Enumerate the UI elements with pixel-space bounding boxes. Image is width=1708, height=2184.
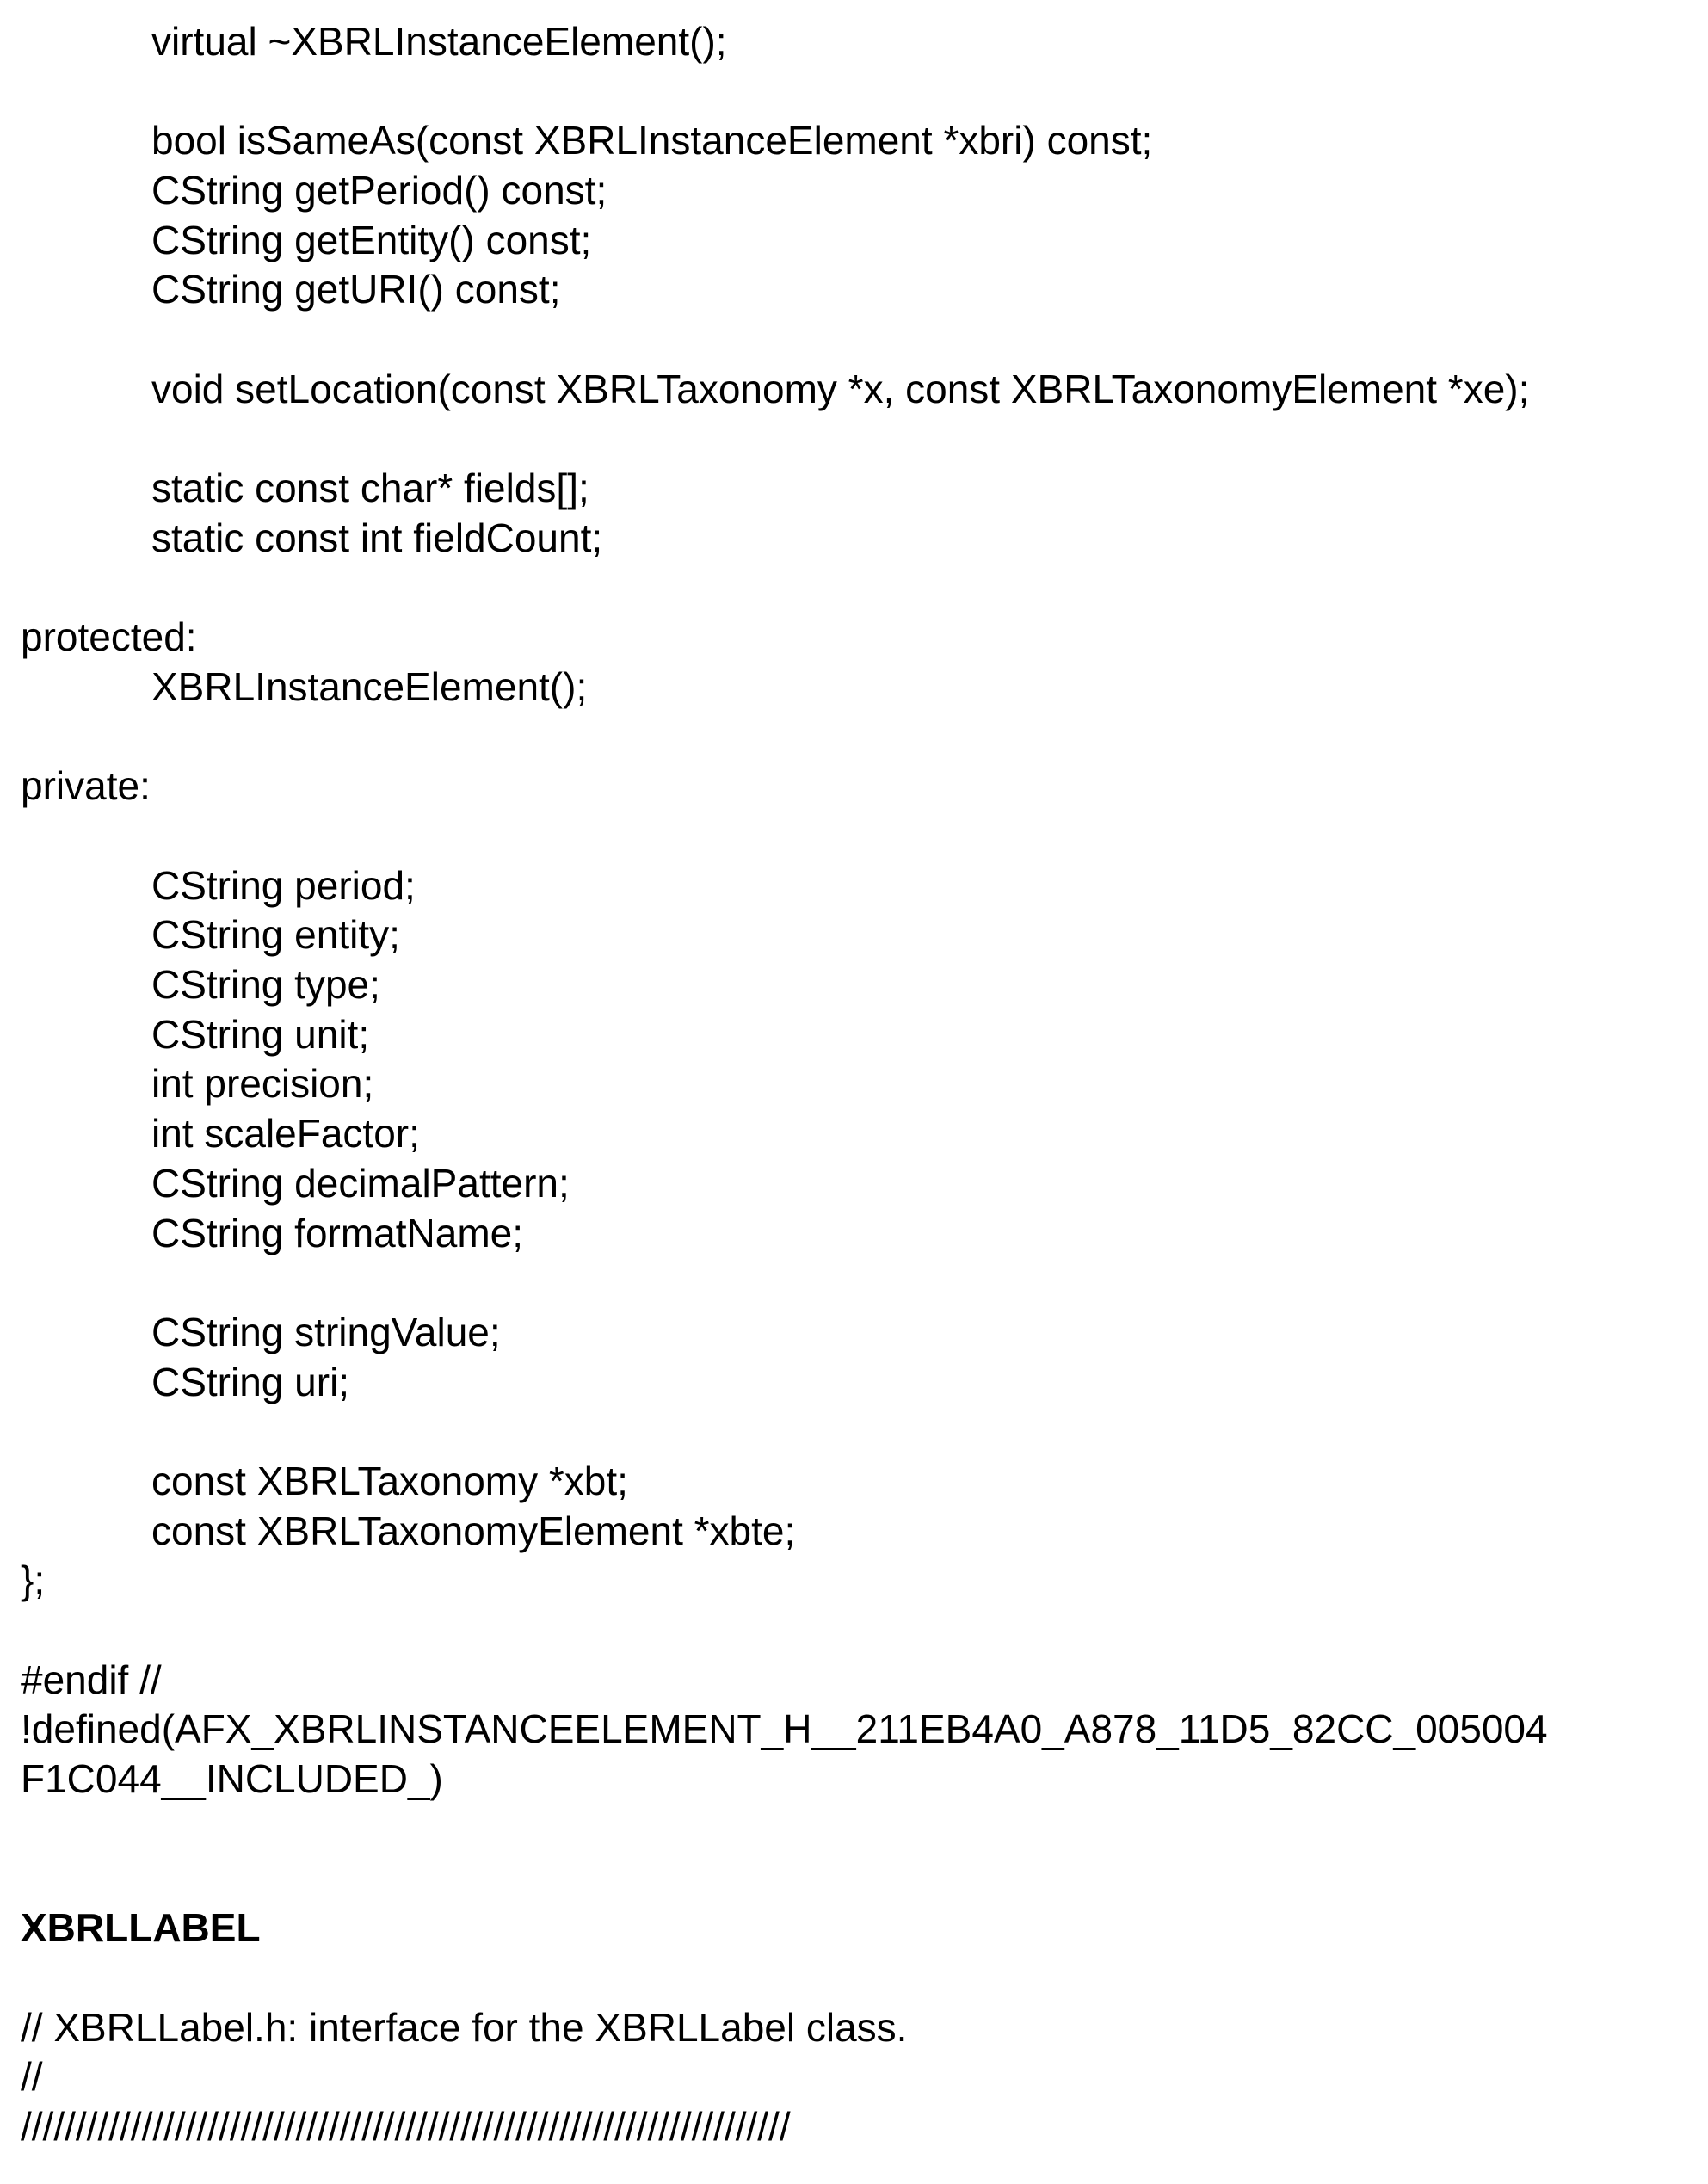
code-line: !defined(AFX_XBRLINSTANCEELEMENT_H__211EB4A0_A878_11D5_82CC_005004 xyxy=(0,1705,1708,1755)
code-line: const XBRLTaxonomy *xbt; xyxy=(0,1457,1708,1507)
blank-line xyxy=(0,1258,1708,1308)
code-line: F1C044__INCLUDED_) xyxy=(0,1755,1708,1805)
code-line: protected: xyxy=(0,613,1708,663)
blank-line xyxy=(0,1606,1708,1656)
code-line: CString getPeriod() const; xyxy=(0,166,1708,216)
code-document xyxy=(0,17,1708,2152)
blank-line xyxy=(0,67,1708,117)
code-line: virtual ~XBRLInstanceElement(); xyxy=(0,17,1708,67)
code-line: // XBRLLabel.h: interface for the XBRLLabel class. xyxy=(0,2003,1708,2053)
blank-line xyxy=(0,415,1708,465)
code-line: static const char* fields[]; xyxy=(0,464,1708,514)
code-line: int precision; xyxy=(0,1059,1708,1109)
code-line: int scaleFactor; xyxy=(0,1109,1708,1159)
blank-line xyxy=(0,1407,1708,1457)
blank-line xyxy=(0,1854,1708,1903)
code-line: CString getURI() const; xyxy=(0,265,1708,315)
code-line: CString entity; xyxy=(0,910,1708,960)
code-line: CString unit; xyxy=(0,1010,1708,1060)
code-line: static const int fieldCount; xyxy=(0,514,1708,564)
code-line: void setLocation(const XBRLTaxonomy *x, const XBRLTaxonomyElement *xe); xyxy=(0,365,1708,415)
blank-line xyxy=(0,811,1708,861)
blank-line xyxy=(0,315,1708,365)
blank-line xyxy=(0,1953,1708,2003)
code-line: const XBRLTaxonomyElement *xbte; xyxy=(0,1507,1708,1557)
code-line: CString period; xyxy=(0,861,1708,911)
code-line: CString getEntity() const; xyxy=(0,216,1708,266)
section-heading: XBRLLABEL xyxy=(0,1903,1708,1953)
code-line: XBRLInstanceElement(); xyxy=(0,663,1708,713)
code-line: CString type; xyxy=(0,960,1708,1010)
code-line: private: xyxy=(0,762,1708,811)
code-line: CString stringValue; xyxy=(0,1308,1708,1358)
blank-line xyxy=(0,564,1708,614)
code-line: CString uri; xyxy=(0,1358,1708,1408)
code-line: bool isSameAs(const XBRLInstanceElement *xbri) const; xyxy=(0,116,1708,166)
code-line: }; xyxy=(0,1556,1708,1606)
code-line: ////////////////////////////////////////////////////////////////////// xyxy=(0,2102,1708,2152)
code-line: CString decimalPattern; xyxy=(0,1159,1708,1209)
code-line: #endif // xyxy=(0,1656,1708,1706)
blank-line xyxy=(0,713,1708,762)
blank-line xyxy=(0,1805,1708,1854)
code-line: // xyxy=(0,2052,1708,2102)
code-line: CString formatName; xyxy=(0,1209,1708,1259)
